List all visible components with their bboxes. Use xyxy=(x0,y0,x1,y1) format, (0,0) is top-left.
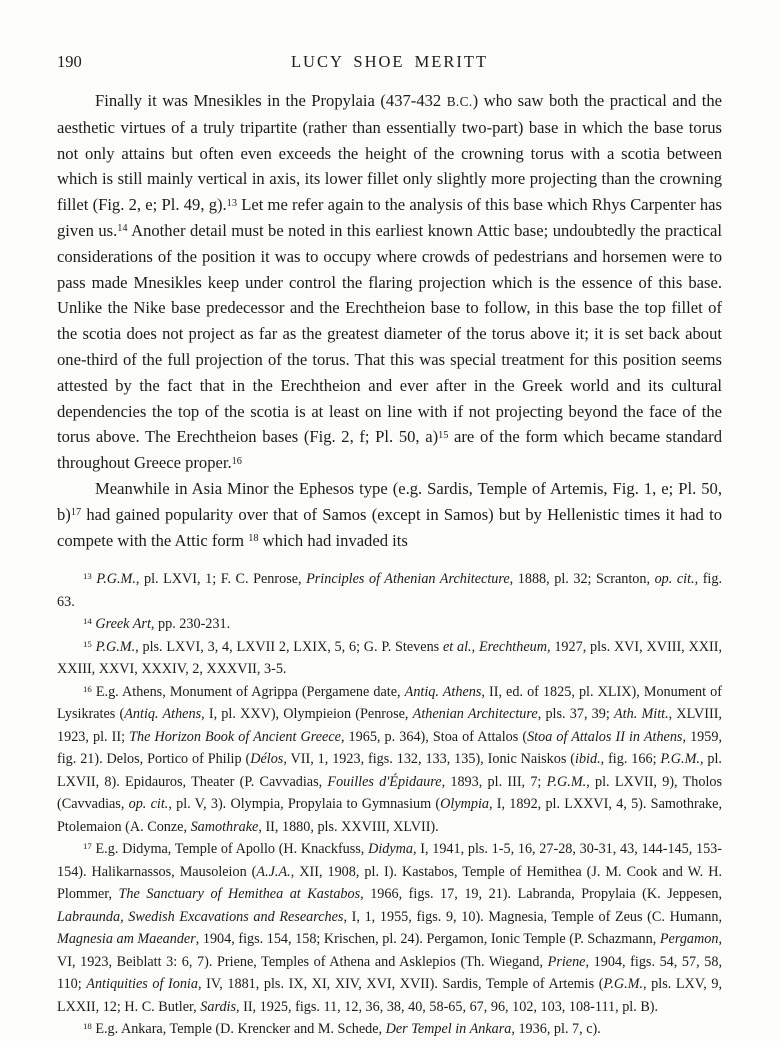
footnote: $^{15}$ P.G.M., pls. LXVI, 3, 4, LXVII 2, LXIX, 5, 6; G. P. Stevens et al., Erechtheum, 1927, pls. XVI, XVIII, XXII, XXIII, XXVI, XXXIV, 2, XXXVII, 3-5. xyxy=(57,638,722,678)
footnote: $^{16}$ E.g. Athens, Monument of Agrippa (Pergamene date, Antiq. Athens, II, ed. of 1825, pl. XLIX), Monument of Lysikrates (Antiq. Athens, I, pl. XXV), Olympieion (Penrose, Athenian Architecture, pls. 37, 39; Ath. Mitt., XLVIII, 1923, pl. II; The Horizon Book of Ancient Greece, 1965, p. 364), Stoa of Attalos (Stoa of Attalos II in Athens, 1959, fig. 21). Delos, Portico of Philip (Délos, VII, 1, 1923, figs. 132, 133, 135), Ionic Naiskos (ibid., fig. 166; P.G.M., pl. LXVII, 8). Epidauros, Theater (P. Cavvadias, Fouilles d'Épidaure, 1893, pl. III, 7; P.G.M., pl. LXVII, 9), Tholos (Cavvadias, op. cit., pl. V, 3). Olympia, Propylaia to Gymnasium (Olympia, I, 1892, pl. LXXVI, 4, 5). Samothrake, Ptolemaion (A. Conze, Samothrake, II, 1880, pls. XXVIII, XLVII). xyxy=(57,683,722,835)
footnotes xyxy=(57,568,722,1041)
running-head: LUCY SHOE MERITT xyxy=(290,52,489,71)
footnote: $^{17}$ E.g. Didyma, Temple of Apollo (H. Knackfuss, Didyma, I, 1941, pls. 1-5, 16, 27-28, 30-31, 43, 144-145, 153-154). Halikarnassos, Mausoleion (A.J.A., XII, 1908, pl. I). Kastabos, Temple of Hemithea (J. M. Cook and W. H. Plommer, The Sanctuary of Hemithea at Kastabos, 1966, figs. 17, 19, 21). Labranda, Propylaia (K. Jeppesen, Labraunda, Swedish Excavations and Researches, I, 1, 1955, figs. 9, 10). Magnesia, Temple of Zeus (C. Humann, Magnesia am Maeander, 1904, figs. 154, 158; Krischen, pl. 24). Pergamon, Ionic Temple (P. Schazmann, Pergamon, VI, 1923, Beiblatt 3: 6, 7). Priene, Temples of Athena and Asklepios (Th. Wiegand, Priene, 1904, figs. 54, 57, 58, 110; Antiquities of Ionia, IV, 1881, pls. IX, XI, XIV, XVI, XVII). Sardis, Temple of Artemis (P.G.M., pls. LXV, 9, LXXII, 12; H. C. Butler, Sardis, II, 1925, figs. 11, 12, 36, 38, 40, 58-65, 67, 96, 102, 103, 108-111, pl. B). xyxy=(57,841,723,1015)
footnote: $^{14}$ Greek Art, pp. 230-231. xyxy=(83,616,231,633)
page-number: 190 xyxy=(57,52,82,71)
body-paragraph: Finally it was Mnesikles in the Propylaia (437-432 B.C.) who saw both the practical and the aesthetic virtues of a truly tripartite (rather than essentially two-part) base in which the base torus not only attains but often even exceeds the height of the crowning torus with a scotia between which is still mainly vertical in axis, its lower fillet only slightly more projecting than the crowning fillet (Fig. 2, e; Pl. 49, g).$^{13}$ Let me refer again to the analysis of this base which Rhys Carpenter has given us.$^{14}$ Another detail must be noted in this earliest known Attic base; undoubtedly the practical considerations of the position it was to occupy where crowds of pedestrians and horsemen were to pass made Mnesikles keep under control the flaring projection which is the essence of this base. Unlike the Nike base predecessor and the Erechtheion base to follow, in this base the top fillet of the scotia does not project as far as the greatest diameter of the torus above it; it is set back about one-third of the full projection of the torus. That this was special treatment for this position seems attested by the fact that in the Erechtheion and ever after in the Greek world and its cultural dependencies the top of the scotia is at least on line with if not projecting beyond the face of the torus above. The Erechtheion bases (Fig. 2, f; Pl. 50, a)$^{15}$ are of the form which became standard throughout Greece proper.$^{16}$ xyxy=(57,91,723,473)
footnote: $^{13}$ P.G.M., pl. LXVI, 1; F. C. Penrose, Principles of Athenian Architecture, 1888, pl. 32; Scranton, op. cit., fig. 63. xyxy=(57,571,722,610)
page-header xyxy=(57,50,722,74)
body-text xyxy=(57,88,722,553)
body-paragraph: Meanwhile in Asia Minor the Ephesos type (e.g. Sardis, Temple of Artemis, Fig. 1, e; Pl. 50, b)$^{17}$ had gained popularity over that of Samos (except in Samos) but by Hellenistic times it had to compete with the Attic form $^{18}$ which had invaded its xyxy=(57,478,722,550)
footnote: $^{18}$ E.g. Ankara, Temple (D. Krencker and M. Schede, Der Tempel in Ankara, 1936, pl. 7, c). xyxy=(83,1021,601,1038)
